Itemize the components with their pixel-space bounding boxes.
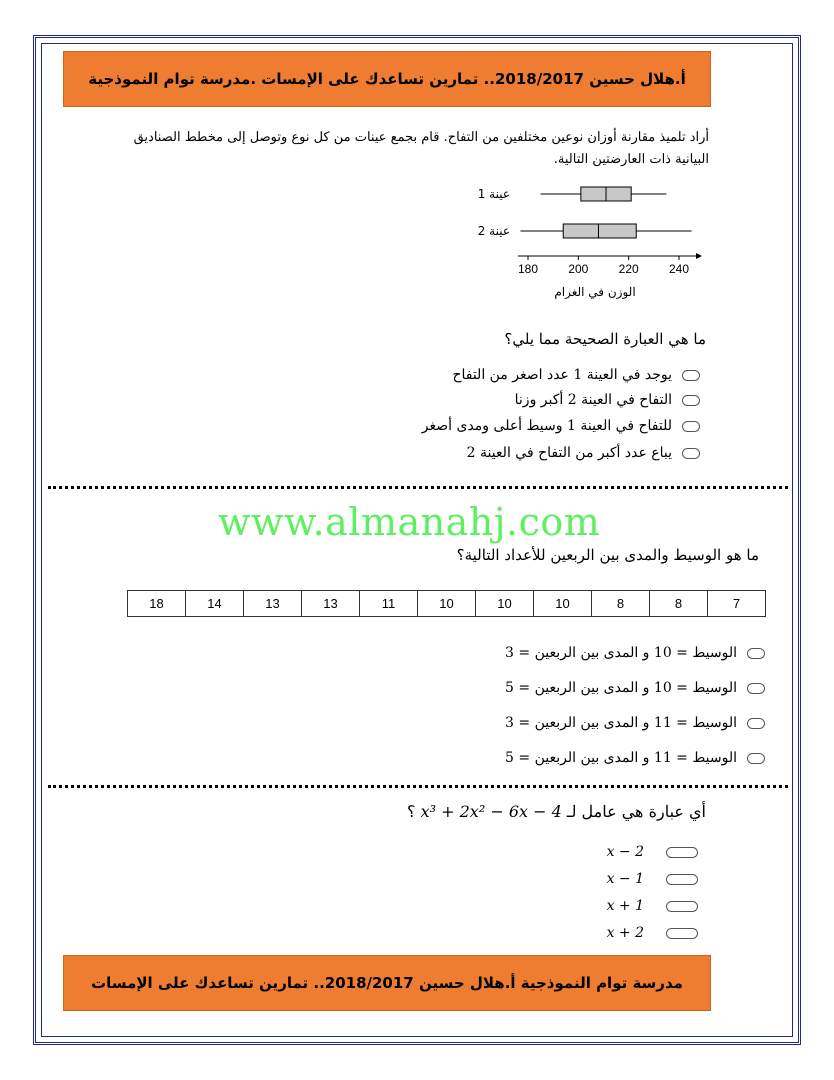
q1-option-1[interactable] [452,367,700,383]
option-label: يباع عدد أكبر من التفاح في العينة 2 [466,445,672,461]
footer-title: مدرسة توام النموذجية أ.هلال حسين 2018/2017.. تمارين تساعدك على الإمسات [91,974,683,992]
q3-option-3[interactable] [607,898,698,914]
header-banner [63,51,711,107]
q1-question: ما هي العبارة الصحيحة مما يلي؟ [504,330,706,348]
radio-button[interactable] [666,928,698,939]
boxplot-chart [470,172,710,307]
axis-arrow-icon [696,253,702,259]
radio-button[interactable] [682,370,700,381]
radio-button[interactable] [682,448,700,459]
x-tick-label: 180 [517,262,539,276]
q3-option-1[interactable] [607,844,698,860]
radio-button[interactable] [666,901,698,912]
option-label: x + 1 [606,898,644,914]
number-cell: 13 [244,591,302,617]
q2-option-3[interactable] [505,715,765,731]
option-label: x − 2 [606,844,644,860]
x-tick-label: 240 [668,262,690,276]
number-cell: 13 [302,591,360,617]
number-cell: 11 [360,591,418,617]
option-label: الوسيط = 10 و المدى بين الربعين = 5 [505,680,737,696]
radio-button[interactable] [747,753,765,764]
number-cell: 8 [650,591,708,617]
q3-option-4[interactable] [607,925,698,941]
option-label: يوجد في العينة 1 عدد اصغر من التفاح [452,367,672,383]
q2-question: ما هو الوسيط والمدى بين الربعين للأعداد التالية؟ [456,546,759,564]
radio-button[interactable] [747,683,765,694]
number-cell: 7 [708,591,766,617]
footer-banner [63,955,711,1011]
q1-option-3[interactable] [422,418,700,434]
q2-option-4[interactable] [505,750,765,766]
number-cell: 10 [534,591,592,617]
number-cell: 18 [128,591,186,617]
q3-question-prefix: أي عبارة هي عامل لـ [566,802,706,821]
q3-question [407,802,706,821]
series-label: عينة 1 [477,187,510,201]
radio-button[interactable] [666,874,698,885]
option-label: التفاح في العينة 2 أكبر وزنا [514,392,672,408]
watermark: www.almanahj.com [218,500,601,544]
radio-button[interactable] [682,395,700,406]
series-label: عينة 2 [477,224,510,238]
radio-button[interactable] [682,421,700,432]
option-label: الوسيط = 11 و المدى بين الربعين = 3 [505,715,737,731]
option-label: الوسيط = 10 و المدى بين الربعين = 3 [505,645,737,661]
box [563,224,636,238]
q3-expression: x³ + 2x² − 6x − 4 [420,802,562,821]
header-title: أ.هلال حسين 2018/2017.. تمارين تساعدك على الإمسات .مدرسة توام النموذجية [88,70,686,88]
q2-option-2[interactable] [505,680,765,696]
q1-option-2[interactable] [515,392,700,408]
option-label: x + 2 [606,925,644,941]
numbers-table [127,590,766,617]
option-label: للتفاح في العينة 1 وسيط أعلى ومدى أصغر [421,418,672,434]
radio-button[interactable] [666,847,698,858]
number-cell: 10 [476,591,534,617]
radio-button[interactable] [747,718,765,729]
section-divider [48,785,788,788]
number-cell: 14 [186,591,244,617]
x-tick-label: 200 [568,262,589,276]
q3-question-suffix: ؟ [407,802,416,821]
q1-intro: أراد تلميذ مقارنة أوزان نوعين مختلفين من التفاح. قام بجمع عينات من كل نوع وتوصل إلى مخطط الصناديق البيانية ذات العارضتين التالية. [133,130,709,167]
option-label: الوسيط = 11 و المدى بين الربعين = 5 [505,750,737,766]
option-label: x − 1 [606,871,644,887]
q1-option-4[interactable] [467,445,700,461]
q3-option-2[interactable] [607,871,698,887]
number-cell: 10 [418,591,476,617]
x-tick-label: 220 [618,262,639,276]
number-cell: 8 [592,591,650,617]
radio-button[interactable] [747,648,765,659]
x-axis-label: الوزن في الغرام [554,285,636,299]
q2-option-1[interactable] [505,645,765,661]
section-divider [48,486,788,489]
